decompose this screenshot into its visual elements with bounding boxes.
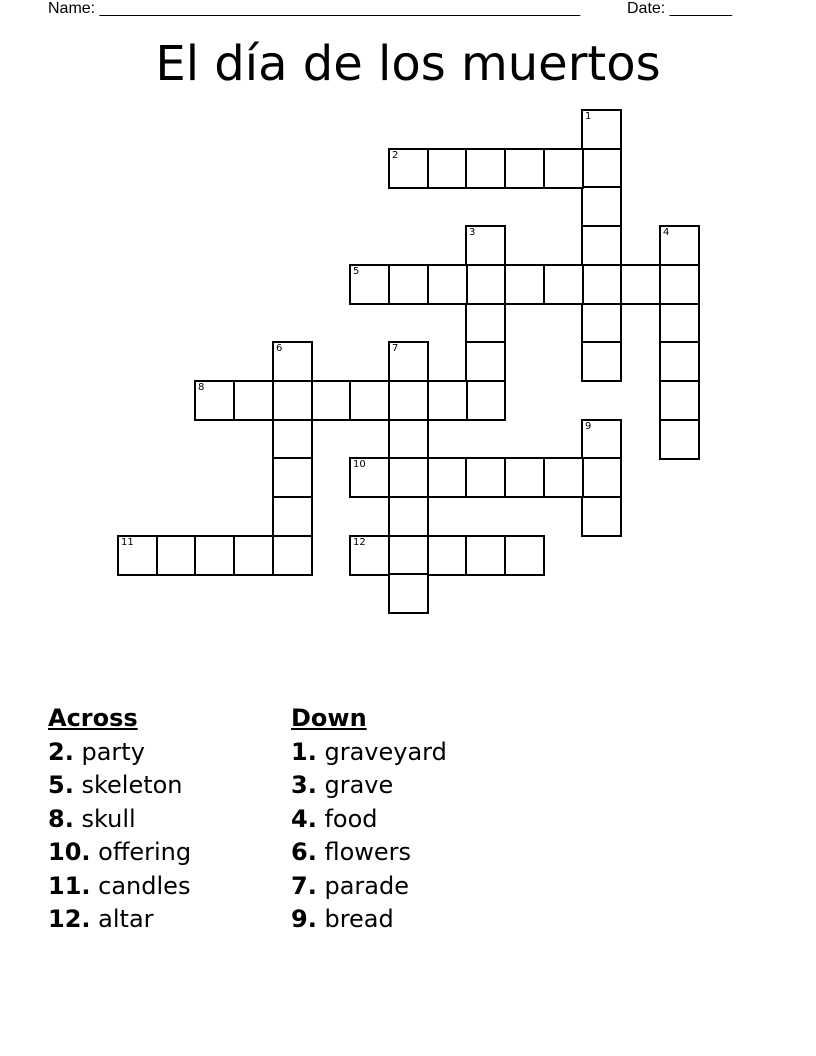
across-clue xyxy=(48,769,191,802)
crossword-cell[interactable] xyxy=(581,419,622,460)
crossword-cell[interactable] xyxy=(156,535,197,576)
crossword-cell[interactable] xyxy=(504,264,545,305)
clue-number: 7. xyxy=(291,871,317,900)
crossword-cell[interactable] xyxy=(427,148,468,189)
crossword-cell[interactable] xyxy=(581,109,622,150)
clue-number: 4. xyxy=(291,804,317,833)
clue-number: 1. xyxy=(291,738,317,766)
crossword-cell[interactable] xyxy=(272,457,313,498)
crossword-cell[interactable] xyxy=(388,496,429,537)
across-clue xyxy=(48,836,191,869)
clue-text: flowers xyxy=(324,838,412,867)
crossword-cell[interactable] xyxy=(388,535,429,576)
crossword-cell[interactable] xyxy=(620,264,661,305)
clue-number-label: 3 xyxy=(469,227,476,238)
crossword-cell[interactable] xyxy=(543,264,584,305)
clue-text: candles xyxy=(98,871,191,900)
across-clue xyxy=(48,736,191,769)
clue-text: graveyard xyxy=(324,738,447,766)
clue-text: bread xyxy=(324,905,394,934)
clue-number-label: 8 xyxy=(198,382,205,393)
down-heading: Down xyxy=(291,704,367,732)
clue-number-label: 9 xyxy=(585,421,592,432)
crossword-cell[interactable] xyxy=(465,535,506,576)
date-field-line: Date: _______ xyxy=(627,0,732,17)
crossword-cell[interactable] xyxy=(427,535,468,576)
crossword-cell[interactable] xyxy=(233,380,274,421)
crossword-cell[interactable] xyxy=(194,535,235,576)
clue-text: skeleton xyxy=(81,771,183,800)
clue-text: altar xyxy=(98,905,154,934)
crossword-cell[interactable] xyxy=(581,496,622,537)
crossword-cell[interactable] xyxy=(349,380,390,421)
crossword-cell[interactable] xyxy=(465,303,506,344)
clue-text: skull xyxy=(81,804,136,833)
crossword-cell[interactable] xyxy=(504,148,545,189)
crossword-cell[interactable] xyxy=(581,225,622,266)
crossword-cell[interactable] xyxy=(543,148,584,189)
crossword-cell[interactable] xyxy=(465,341,506,382)
crossword-cell[interactable] xyxy=(659,225,700,266)
clue-number: 11. xyxy=(48,871,91,900)
crossword-cell[interactable] xyxy=(465,225,506,266)
clue-number-label: 2 xyxy=(392,150,399,161)
clue-number: 10. xyxy=(48,838,91,867)
across-heading: Across xyxy=(48,704,138,732)
crossword-cell[interactable] xyxy=(504,535,545,576)
clue-number-label: 12 xyxy=(353,537,366,548)
clue-text: party xyxy=(81,738,145,766)
crossword-cell[interactable] xyxy=(427,380,468,421)
crossword-cell[interactable] xyxy=(581,148,622,189)
down-clue xyxy=(291,836,447,869)
crossword-cell[interactable] xyxy=(388,264,429,305)
crossword-cell[interactable] xyxy=(388,419,429,460)
clue-number: 12. xyxy=(48,905,91,934)
clue-text: parade xyxy=(324,871,409,900)
clue-number: 8. xyxy=(48,804,74,833)
clue-number: 6. xyxy=(291,838,317,867)
crossword-cell[interactable] xyxy=(388,573,429,614)
down-clue xyxy=(291,803,447,836)
page-title: El día de los muertos xyxy=(155,36,661,92)
crossword-cell[interactable] xyxy=(388,148,429,189)
clue-number: 3. xyxy=(291,771,317,800)
crossword-cell[interactable] xyxy=(465,380,506,421)
clue-number-label: 11 xyxy=(121,537,134,548)
clue-number: 5. xyxy=(48,771,74,800)
crossword-cell[interactable] xyxy=(465,148,506,189)
clue-number-label: 7 xyxy=(392,343,399,354)
crossword-cell[interactable] xyxy=(388,457,429,498)
crossword-cell[interactable] xyxy=(659,303,700,344)
crossword-cell[interactable] xyxy=(581,303,622,344)
across-clue xyxy=(48,803,191,836)
crossword-cell[interactable] xyxy=(427,264,468,305)
crossword-cell[interactable] xyxy=(272,496,313,537)
crossword-cell[interactable] xyxy=(272,380,313,421)
crossword-cell[interactable] xyxy=(388,380,429,421)
clue-number: 9. xyxy=(291,905,317,934)
across-clue xyxy=(48,870,191,903)
clue-number-label: 4 xyxy=(663,227,670,238)
crossword-cell[interactable] xyxy=(465,264,506,305)
clue-text: offering xyxy=(98,838,192,867)
crossword-cell[interactable] xyxy=(194,380,235,421)
name-field-line: Name: ______________________________________________________ xyxy=(48,0,581,17)
crossword-cell[interactable] xyxy=(581,186,622,227)
clue-number: 2. xyxy=(48,738,74,766)
clue-number-label: 10 xyxy=(353,459,366,470)
crossword-cell[interactable] xyxy=(388,341,429,382)
clue-text: grave xyxy=(324,771,394,800)
crossword-cell[interactable] xyxy=(311,380,352,421)
across-clue xyxy=(48,903,191,936)
crossword-cell[interactable] xyxy=(581,457,622,498)
crossword-cell[interactable] xyxy=(272,419,313,460)
down-clues xyxy=(291,702,447,936)
crossword-cell[interactable] xyxy=(581,264,622,305)
crossword-cell[interactable] xyxy=(117,535,158,576)
down-clue xyxy=(291,736,447,769)
down-clue xyxy=(291,870,447,903)
crossword-cell[interactable] xyxy=(659,419,700,460)
crossword-cell[interactable] xyxy=(581,341,622,382)
down-clue xyxy=(291,769,447,802)
crossword-cell[interactable] xyxy=(465,457,506,498)
down-clue xyxy=(291,903,447,936)
crossword-cell[interactable] xyxy=(349,264,390,305)
crossword-cell[interactable] xyxy=(659,264,700,305)
crossword-cell[interactable] xyxy=(659,341,700,382)
clue-number-label: 6 xyxy=(276,343,283,354)
crossword-cell[interactable] xyxy=(349,457,390,498)
across-clues xyxy=(48,702,191,936)
clue-number-label: 1 xyxy=(585,111,592,122)
crossword-cell[interactable] xyxy=(427,457,468,498)
crossword-cell[interactable] xyxy=(272,341,313,382)
crossword-cell[interactable] xyxy=(349,535,390,576)
clue-text: food xyxy=(324,804,378,833)
crossword-cell[interactable] xyxy=(543,457,584,498)
crossword-cell[interactable] xyxy=(233,535,274,576)
clue-number-label: 5 xyxy=(353,266,360,277)
crossword-cell[interactable] xyxy=(659,380,700,421)
crossword-cell[interactable] xyxy=(272,535,313,576)
crossword-cell[interactable] xyxy=(504,457,545,498)
